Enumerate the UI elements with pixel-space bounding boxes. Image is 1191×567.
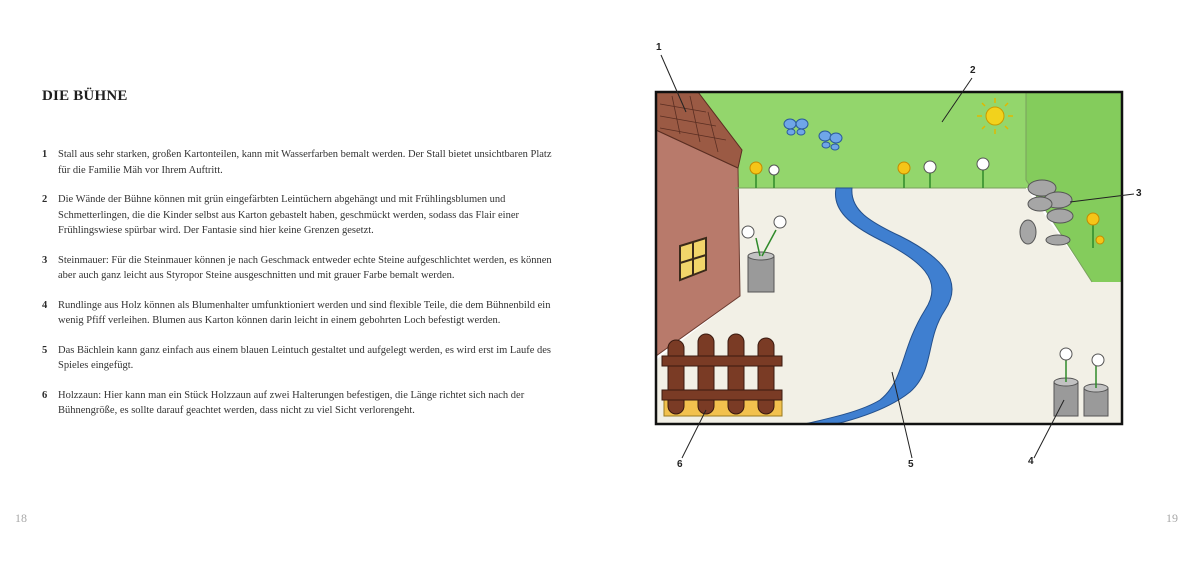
callout-4: 4 bbox=[1028, 456, 1034, 467]
list-item bbox=[42, 298, 562, 329]
callout-1: 1 bbox=[656, 42, 662, 53]
item-number: 5 bbox=[42, 344, 48, 356]
list-item bbox=[42, 192, 562, 239]
stage-illustration bbox=[640, 36, 1160, 476]
callout-3: 3 bbox=[1136, 188, 1142, 199]
page-heading: DIE BÜHNE bbox=[42, 88, 128, 104]
list-item bbox=[42, 343, 562, 374]
item-text: Stall aus sehr starken, großen Kartonteilen, kann mit Wasserfarben bemalt werden. Der Stall bietet unsichtbaren Platz für die Familie Mäh vor Ihrem Auftritt. bbox=[58, 149, 552, 176]
item-number: 4 bbox=[42, 299, 48, 311]
list-item bbox=[42, 253, 562, 284]
item-text: Holzzaun: Hier kann man ein Stück Holzzaun auf zwei Halterungen befestigen, die Länge richtet sich nach der Bühnengröße, es sollte darauf geachtet werden, dass nicht zu viel Sicht verlorengeht. bbox=[58, 389, 525, 416]
item-number: 6 bbox=[42, 389, 48, 401]
item-text: Das Bächlein kann ganz einfach aus einem blauen Leintuch gestaltet und aufgelegt werden, es wird erst im Laufe des Spieles eingefügt. bbox=[58, 344, 552, 371]
item-text: Rundlinge aus Holz können als Blumenhalter umfunktioniert werden und sind flexible Teile, die dem Bühnenbild ein wenig Pfiff verleihen. Blumen aus Karton können darin leicht in einem gebohrten Loch befestigt werden. bbox=[58, 299, 551, 326]
callout-6: 6 bbox=[677, 459, 683, 470]
page-number-right: 19 bbox=[1166, 511, 1178, 525]
item-number: 1 bbox=[42, 149, 48, 160]
callout-2: 2 bbox=[970, 65, 976, 76]
item-number: 3 bbox=[42, 254, 48, 266]
list-item bbox=[42, 388, 562, 419]
callout-5: 5 bbox=[908, 459, 914, 470]
item-number: 2 bbox=[42, 194, 48, 205]
numbered-list bbox=[42, 147, 562, 433]
page-number-left: 18 bbox=[15, 511, 27, 525]
item-text: Die Wände der Bühne können mit grün eingefärbten Leintüchern abgehängt und mit Frühlingsblumen und Schmetterlingen, die die Kinder selbst aus Karton gebastelt haben, geschmückt werden, sodass das Flair einer Frühlingswiese spürbar wird. Der Fantasie sind hier keine Grenzen gesetzt. bbox=[58, 194, 519, 236]
list-item bbox=[42, 147, 562, 178]
item-text: Steinmauer: Für die Steinmauer können je nach Geschmack entweder echte Steine aufgeschlichtet werden, es können aber auch ganz leicht aus Styropor Steine ausgeschnitten und mit grauer Farbe bemalt werden. bbox=[58, 254, 552, 281]
